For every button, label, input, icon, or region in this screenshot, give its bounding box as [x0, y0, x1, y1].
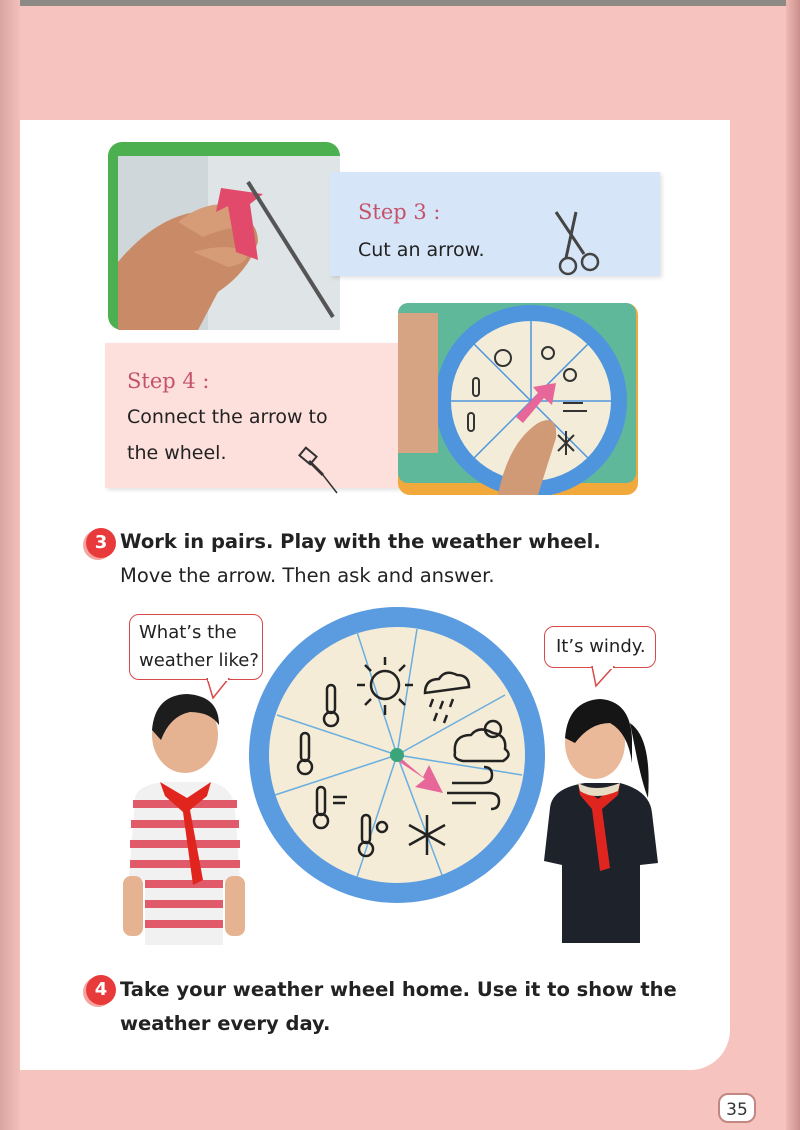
answer-bubble-tail [590, 666, 620, 688]
wheel-pin [390, 748, 404, 762]
boy-illustration [115, 690, 250, 945]
question-line1: What’s the [139, 622, 237, 643]
photo-cut-arrow [108, 142, 340, 330]
step4-card [105, 343, 415, 488]
top-edge [0, 0, 800, 6]
activity4-line2: weather every day. [120, 1012, 331, 1035]
pushpin-icon [297, 445, 343, 497]
photo-connect-wheel [398, 303, 638, 495]
question-line2: weather like? [139, 650, 259, 671]
step3-card [330, 172, 660, 276]
activity4-number-badge: 4 [86, 975, 116, 1005]
weather-wheel [247, 605, 547, 905]
activity3-subtext: Move the arrow. Then ask and answer. [120, 564, 495, 587]
answer-text: It’s windy. [556, 636, 646, 657]
activity3-number-badge: 3 [86, 528, 116, 558]
activity3-instruction: Work in pairs. Play with the weather wheel. [120, 530, 601, 553]
page-number: 35 [718, 1093, 756, 1123]
step3-title: Step 3 : [358, 200, 441, 224]
step3-text: Cut an arrow. [358, 239, 485, 261]
scissors-icon [548, 208, 608, 278]
question-bubble-tail [205, 678, 235, 700]
answer-speech-bubble [544, 626, 656, 668]
step4-line1: Connect the arrow to [127, 406, 328, 428]
step4-title: Step 4 : [127, 369, 210, 393]
page-edge [786, 0, 800, 1130]
question-speech-bubble [129, 614, 263, 680]
activity4-line1: Take your weather wheel home. Use it to show the [120, 978, 677, 1001]
girl-illustration [540, 693, 665, 943]
step4-line2: the wheel. [127, 442, 227, 464]
book-spine [0, 0, 20, 1130]
